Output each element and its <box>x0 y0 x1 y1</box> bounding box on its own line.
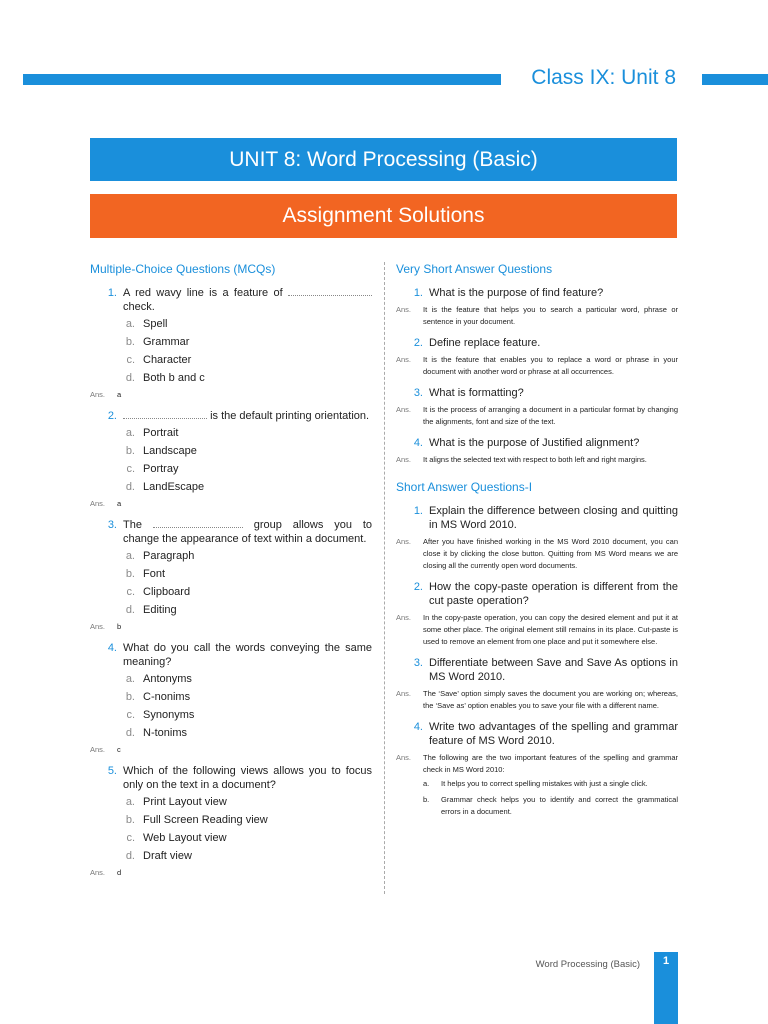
fill-blank <box>288 286 372 296</box>
page-number: 1 <box>662 955 670 967</box>
answer-line: Ans. b <box>90 622 122 631</box>
vsa-question: 4. What is the purpose of Justified alignment? <box>413 437 640 449</box>
question-number: 1. <box>107 287 117 299</box>
mcq-question <box>90 286 372 314</box>
option: a. Print Layout view <box>125 796 227 808</box>
vsa-answer: Ans. It is the feature that helps you to search a particular word, phrase or sentence in your document. <box>396 305 678 326</box>
mcq-question <box>90 641 372 669</box>
question-number: 2. <box>107 410 117 422</box>
vsa-question: 1. What is the purpose of find feature? <box>413 287 604 299</box>
option: c. Web Layout view <box>126 832 227 844</box>
question-number: 5. <box>107 765 117 777</box>
question-number: 3. <box>107 519 117 531</box>
mcq-heading: Multiple-Choice Questions (MCQs) <box>90 262 276 276</box>
unit-label: Class IX: Unit 8 <box>531 66 676 89</box>
question-text: is the default printing orientation. <box>123 409 372 423</box>
question-text: A red wavy line is a feature of check. <box>123 286 372 314</box>
option: b. Font <box>125 568 166 580</box>
option: a. Spell <box>125 318 168 330</box>
option: d. LandEscape <box>125 481 205 493</box>
option: d. N-tonims <box>125 727 188 739</box>
unit-title-banner: UNIT 8: Word Processing (Basic) <box>90 138 677 181</box>
option: b. C-nonims <box>125 691 191 703</box>
fill-blank <box>123 409 207 419</box>
footer-title: Word Processing (Basic) <box>535 959 640 970</box>
saq-answer: Ans. In the copy-paste operation, you can copy the desired element and put it at some other place. The original element still remains in its place. Cut-paste is used to remove an element from one place and put it somewhere else. <box>396 613 678 646</box>
vsa-question: 2. Define replace feature. <box>413 337 541 349</box>
question-text: Which of the following views allows you to focus only on the text in a document? <box>123 765 372 791</box>
option: a. Paragraph <box>125 550 195 562</box>
option: d. Both b and c <box>125 372 205 384</box>
header-rule-left <box>23 74 501 85</box>
mcq-question <box>90 764 372 792</box>
header-rule-right <box>702 74 768 85</box>
fill-blank <box>153 518 243 528</box>
option: c. Character <box>126 354 192 366</box>
option: b. Grammar <box>125 336 190 348</box>
saq-question: 3. Differentiate between Save and Save As options in MS Word 2010. <box>413 657 678 683</box>
option: a. Portrait <box>125 427 179 439</box>
option: c. Synonyms <box>126 709 195 721</box>
option: d. Editing <box>125 604 177 616</box>
option: a. Antonyms <box>125 673 192 685</box>
saq-answer: Ans. After you have finished working in the MS Word 2010 document, you can close it by clicking the close button. Quitting from MS Word means we are closing all the currently open word documents. <box>396 537 678 570</box>
vsa-heading: Very Short Answer Questions <box>396 262 553 276</box>
answer-line: Ans. a <box>90 499 122 508</box>
answer-line: Ans. a <box>90 390 122 399</box>
vsa-answer: Ans. It aligns the selected text with respect to both left and right margins. <box>396 455 647 464</box>
question-text: What do you call the words conveying the same meaning? <box>123 642 372 668</box>
vsa-answer: Ans. It is the feature that enables you to replace a word or phrase in your document with another word or phrase at all occurrences. <box>396 355 678 376</box>
answer-line: Ans. d <box>90 868 122 877</box>
question-number: 4. <box>107 642 117 654</box>
option: c. Portray <box>126 463 179 475</box>
saq-question: 2. How the copy-paste operation is different from the cut paste operation? <box>413 581 678 607</box>
mcq-column <box>90 262 372 887</box>
option: b. Landscape <box>125 445 197 457</box>
assignment-solutions-banner: Assignment Solutions <box>90 194 677 238</box>
answer-line: Ans. c <box>90 745 121 754</box>
saq-answer: Ans. The following are the two important features of the spelling and grammar check in MS Word 2010: <box>396 753 678 774</box>
option: d. Draft view <box>125 850 192 862</box>
vsa-question: 3. What is formatting? <box>413 387 524 399</box>
answers-column <box>396 262 678 822</box>
option: c. Clipboard <box>126 586 191 598</box>
saq-answer: Ans. The ‘Save’ option simply saves the document you are working on; whereas, the ‘Save as’ option enables you to save your file with a different name. <box>396 689 678 710</box>
saq-heading: Short Answer Questions-I <box>396 480 533 494</box>
option: b. Full Screen Reading view <box>125 814 268 826</box>
question-text: The group allows you to change the appearance of text within a document. <box>123 519 373 545</box>
saq-question: 4. Write two advantages of the spelling and grammar feature of MS Word 2010. <box>413 721 678 747</box>
saq-question: 1. Explain the difference between closing and quitting in MS Word 2010. <box>413 505 678 531</box>
column-divider <box>384 262 385 894</box>
mcq-question <box>90 518 372 546</box>
saq-answer-point: a. It helps you to correct spelling mistakes with just a single click. <box>423 779 648 788</box>
vsa-answer: Ans. It is the process of arranging a document in a particular format by changing the alignments, font and size of the text. <box>396 405 678 426</box>
saq-answer-point: b. Grammar check helps you to identify and correct the grammatical errors in a document. <box>423 795 678 816</box>
mcq-question <box>90 409 372 423</box>
